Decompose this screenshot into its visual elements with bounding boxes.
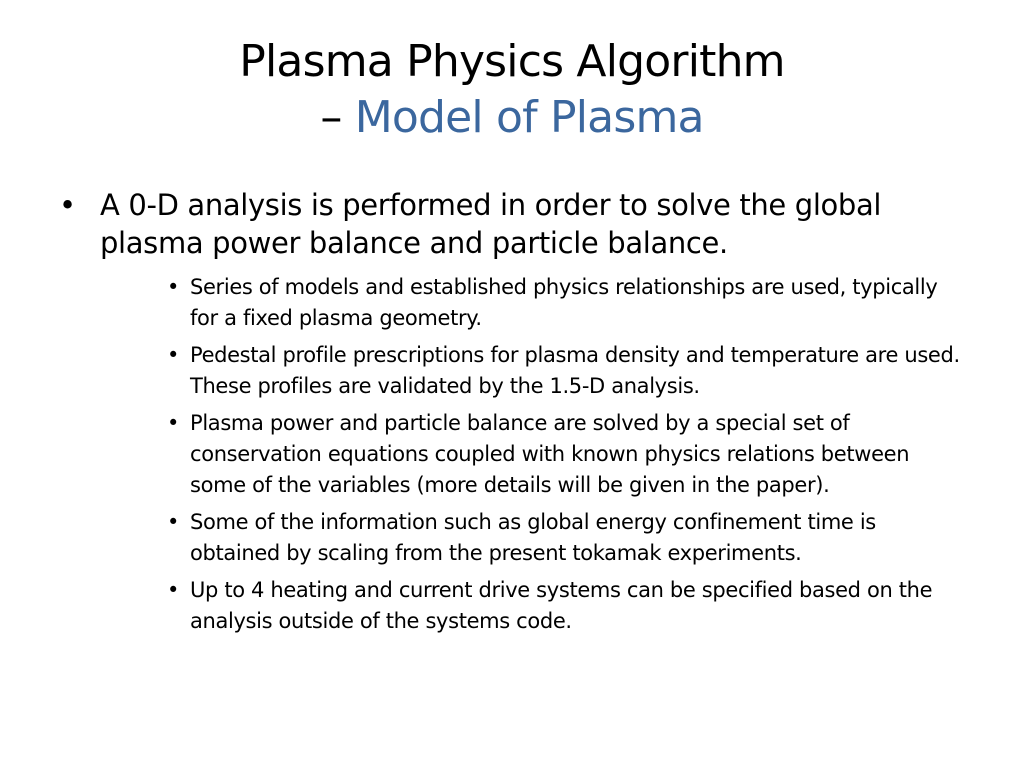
sub-bullet-text: Some of the information such as global energy confinement time is obtained by scaling from the present tokamak experiments. [190, 510, 876, 565]
sub-bullet-text: Series of models and established physics relationships are used, typically for a fixed plasma geometry. [190, 275, 938, 330]
sub-bullet-item [55, 408, 960, 501]
bullet-icon: • [167, 578, 180, 602]
sub-bullet-text: Up to 4 heating and current drive systems can be specified based on the analysis outside of the systems code. [190, 578, 933, 633]
title-dash: – [320, 92, 355, 143]
main-bullet-text: A 0-D analysis is performed in order to solve the global plasma power balance and particle balance. [100, 188, 882, 260]
main-bullet-item [55, 186, 975, 262]
sub-bullet-list [55, 272, 975, 637]
title-line-1: Plasma Physics Algorithm [239, 36, 785, 87]
sub-bullet-text: Plasma power and particle balance are solved by a special set of conservation equations coupled with known physics relations between some of the variables (more details will be given in the paper). [190, 411, 910, 497]
sub-bullet-item [55, 575, 960, 637]
slide-title [60, 34, 964, 146]
bullet-icon: • [167, 275, 180, 299]
slide-content [55, 186, 975, 643]
sub-bullet-item [55, 272, 960, 334]
bullet-icon: • [167, 343, 180, 367]
bullet-icon: • [167, 411, 180, 435]
bullet-icon: • [59, 188, 76, 222]
sub-bullet-item [55, 507, 960, 569]
sub-bullet-text: Pedestal profile prescriptions for plasma density and temperature are used. These profiles are validated by the 1.5-D analysis. [190, 343, 960, 398]
sub-bullet-item [55, 340, 960, 402]
title-accent: Model of Plasma [354, 92, 704, 143]
title-line-2 [60, 90, 964, 146]
bullet-icon: • [167, 510, 180, 534]
